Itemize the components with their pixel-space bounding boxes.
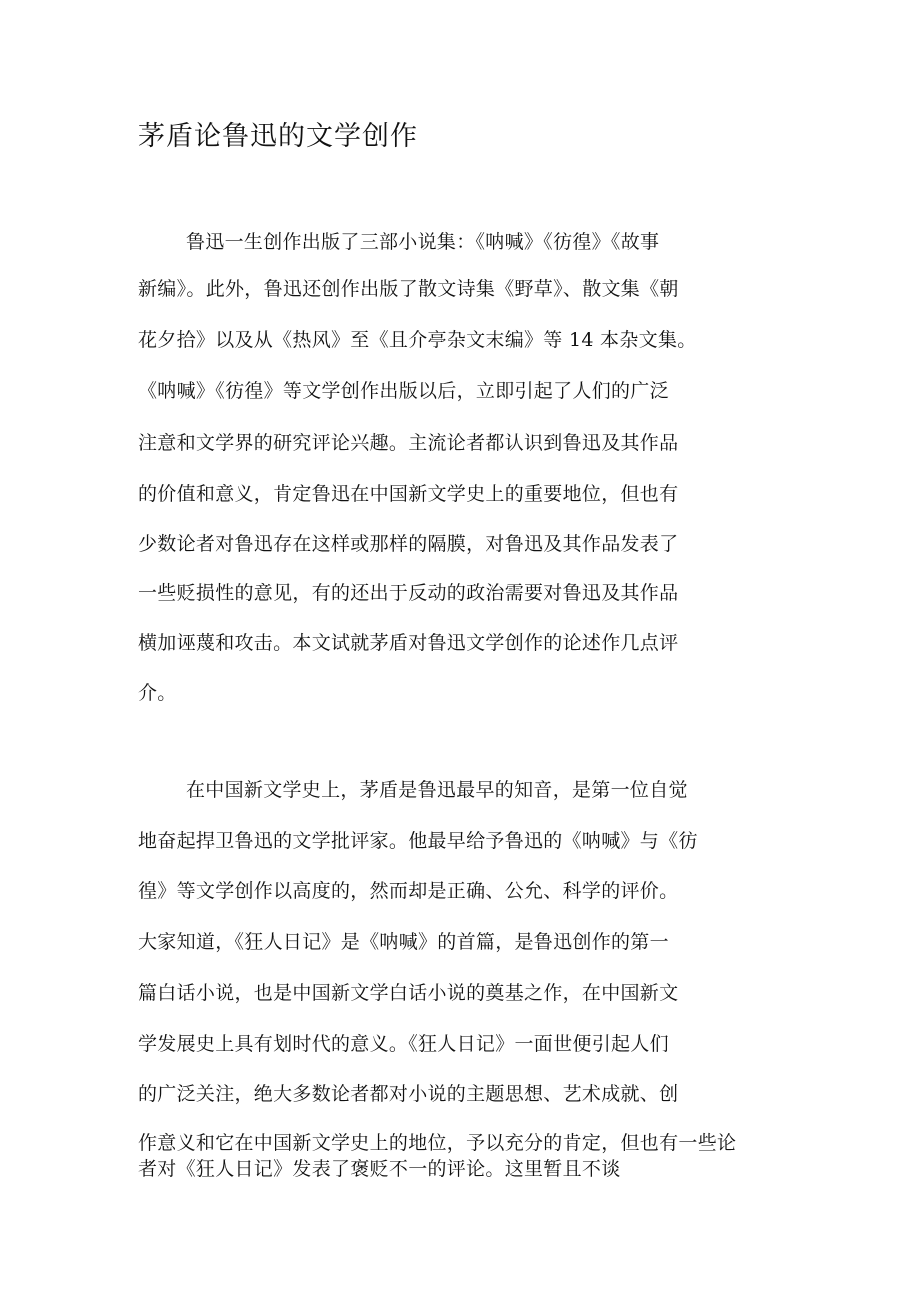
- paragraph-2-line-2: 地奋起捍卫鲁迅的文学批评家。他最早给予鲁迅的《呐喊》与《彷: [138, 830, 698, 852]
- paragraph-1-line-8: 一些贬损性的意见，有的还出于反动的政治需要对鲁迅及其作品: [138, 582, 679, 604]
- paragraph-1-line-5: 注意和文学界的研究评论兴趣。主流论者都认识到鲁迅及其作品: [138, 432, 679, 454]
- paragraph-1-line-1: 鲁迅一生创作出版了三部小说集：《呐喊》《彷徨》《故事: [186, 231, 660, 253]
- document-title: 茅盾论鲁迅的文学创作: [138, 121, 418, 152]
- paragraph-1-line-4: 《呐喊》《彷徨》等文学创作出版以后，立即引起了人们的广泛: [138, 380, 669, 402]
- paragraph-2-line-1: 在中国新文学史上，茅盾是鲁迅最早的知音，是第一位自觉: [186, 779, 688, 801]
- paragraph-1-line-2: 新编》。此外，鲁迅还创作出版了散文诗集《野草》、散文集《朝: [138, 278, 679, 300]
- paragraph-2-line-9: 者对《狂人日记》发表了褒贬不一的评论。这里暂且不谈: [138, 1158, 621, 1180]
- paragraph-1-line-10: 介。: [138, 682, 177, 704]
- paragraph-2-line-6: 学发展史上具有划时代的意义。《狂人日记》一面世便引起人们: [138, 1033, 669, 1055]
- paragraph-1-line-7: 少数论者对鲁迅存在这样或那样的隔膜，对鲁迅及其作品发表了: [138, 533, 679, 555]
- paragraph-1-line-6: 的价值和意义，肯定鲁迅在中国新文学史上的重要地位，但也有: [138, 483, 679, 505]
- paragraph-2-line-8: 作意义和它在中国新文学史上的地位，予以充分的肯定，但也有一些论: [138, 1132, 737, 1154]
- paragraph-1-line-9: 横加诬蔑和攻击。本文试就茅盾对鲁迅文学创作的论述作几点评: [138, 632, 679, 654]
- paragraph-1-line-3: 花夕拾》以及从《热风》至《且介亭杂文末编》等 14 本杂文集。: [138, 329, 697, 351]
- paragraph-2-line-7: 的广泛关注，绝大多数论者都对小说的主题思想、艺术成就、创: [138, 1083, 679, 1105]
- paragraph-2-line-3: 徨》等文学创作以高度的，然而却是正确、公允、科学的评价。: [138, 880, 679, 902]
- paragraph-2-line-4: 大家知道，《狂人日记》是《呐喊》的首篇，是鲁迅创作的第一: [138, 931, 669, 953]
- paragraph-2-line-5: 篇白话小说，也是中国新文学白话小说的奠基之作，在中国新文: [138, 982, 679, 1004]
